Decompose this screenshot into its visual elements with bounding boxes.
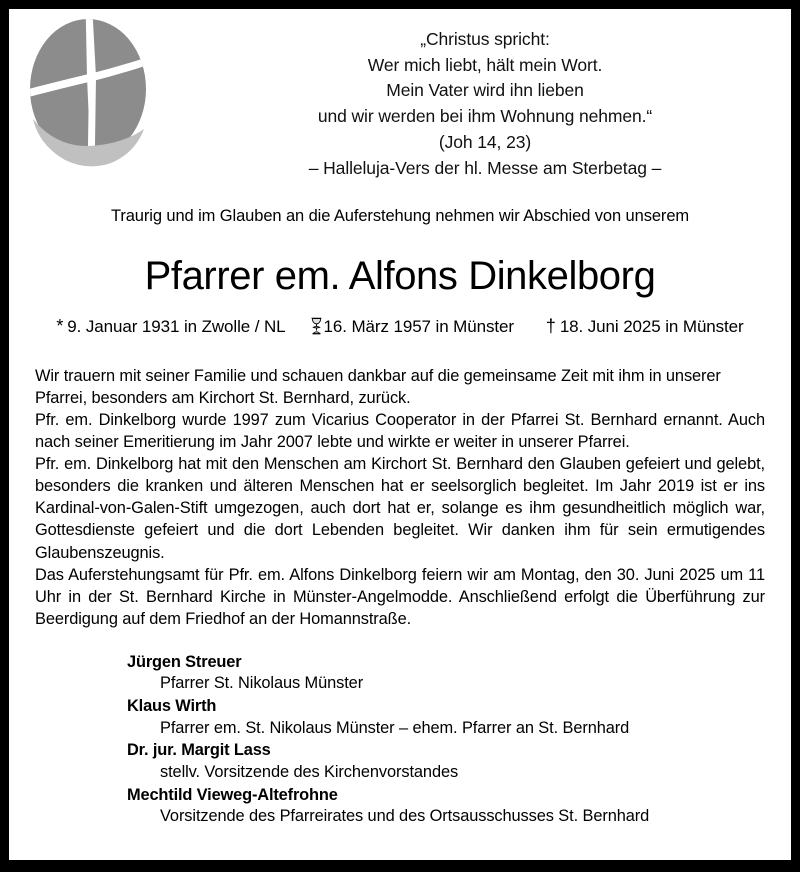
- notice-header: [9, 9, 791, 179]
- signatories-list: [127, 652, 791, 828]
- scripture-line-4: und wir werden bei ihm Wohnung nehmen.“: [317, 106, 653, 127]
- scripture-line-1: „Christus spricht:: [420, 29, 550, 49]
- cross-dagger-icon: †: [545, 316, 556, 336]
- signatory-name: Dr. jur. Margit Lass: [127, 741, 271, 760]
- asterisk-icon: *: [56, 316, 64, 336]
- signatory-name: Klaus Wirth: [127, 697, 217, 716]
- signatory-item: [127, 785, 791, 828]
- body-paragraph: Das Auferstehungsamt für Pfr. em. Alfons Dinkelborg feiern wir am Montag, den 30. Juni 2025 um 11 Uhr in der St. Bernhard Kirche in Münster-Angelmodde. Anschließend erfolgt die Überführung zur Beerdigung auf dem Friedhof an der Homannstraße.: [35, 565, 765, 628]
- birth-date-text: 9. Januar 1931 in Zwolle / NL: [67, 317, 286, 336]
- signatory-role: stellv. Vorsitzende des Kirchenvorstandes: [160, 763, 459, 782]
- scripture-line-3: Mein Vater wird ihn lieben: [386, 80, 584, 101]
- ordination-date-text: 16. März 1957 in Münster: [323, 317, 514, 336]
- signatory-item: [127, 740, 791, 783]
- notice-inner: [9, 9, 791, 860]
- chalice-icon: [310, 316, 323, 335]
- signatory-name: Jürgen Streuer: [127, 652, 242, 671]
- scripture-reference: (Joh 14, 23): [438, 131, 532, 152]
- signatory-item: [127, 696, 791, 739]
- obituary-body: [35, 365, 765, 630]
- life-dates: [9, 313, 791, 337]
- parish-cross-boat-emblem-icon: [25, 15, 151, 167]
- signatory-role: Pfarrer em. St. Nikolaus Münster – ehem. Pfarrer an St. Bernhard: [160, 718, 630, 737]
- signatory-name: Mechtild Vieweg-Altefrohne: [127, 785, 338, 804]
- signatory-role: Vorsitzende des Pfarreirates und des Ortsausschusses St. Bernhard: [160, 807, 650, 826]
- body-paragraph: Wir trauern mit seiner Familie und schauen dankbar auf die gemeinsame Zeit mit ihm in unserer Pfarrei, besonders am Kirchort St. Bernhard, zurück.: [35, 367, 721, 408]
- scripture-line-2: Wer mich liebt, hält mein Wort.: [367, 54, 603, 75]
- death-date-text: 18. Juni 2025 in Münster: [559, 317, 744, 336]
- body-paragraph: Pfr. em. Dinkelborg wurde 1997 zum Vicarius Cooperator in der Pfarrei St. Bernhard ernannt. Auch nach seiner Emeritierung im Jahr 2007 lebte und wirkte er weiter in unserer Pfarrei.: [35, 411, 765, 452]
- signatory-role: Pfarrer St. Nikolaus Münster: [160, 674, 364, 693]
- lead-in-text: Traurig und im Glauben an die Auferstehung nehmen wir Abschied von unserem: [110, 207, 690, 225]
- death-date: [546, 317, 744, 337]
- ordination-date: [310, 313, 514, 337]
- scripture-source: – Halleluja-Vers der hl. Messe am Sterbetag –: [308, 157, 662, 178]
- body-paragraph: Pfr. em. Dinkelborg hat mit den Menschen am Kirchort St. Bernhard den Glauben gefeiert und gelebt, besonders die kranken und älteren Menschen hat er seelsorglich begleitet. Im Jahr 2019 ist er ins Kardinal-von-Galen-Stift umgezogen, auch dort hat er, solange es ihm gesundheitlich möglich war, Gottesdienste gefeiert und die dort Lebenden begleitet. Wir danken ihm für sein ermutigendes Glaubenszeugnis.: [35, 455, 765, 562]
- scripture-quote: [189, 27, 781, 181]
- birth-date: [56, 317, 285, 337]
- deceased-name: Pfarrer em. Alfons Dinkelborg: [144, 254, 656, 298]
- signatory-item: [127, 652, 791, 695]
